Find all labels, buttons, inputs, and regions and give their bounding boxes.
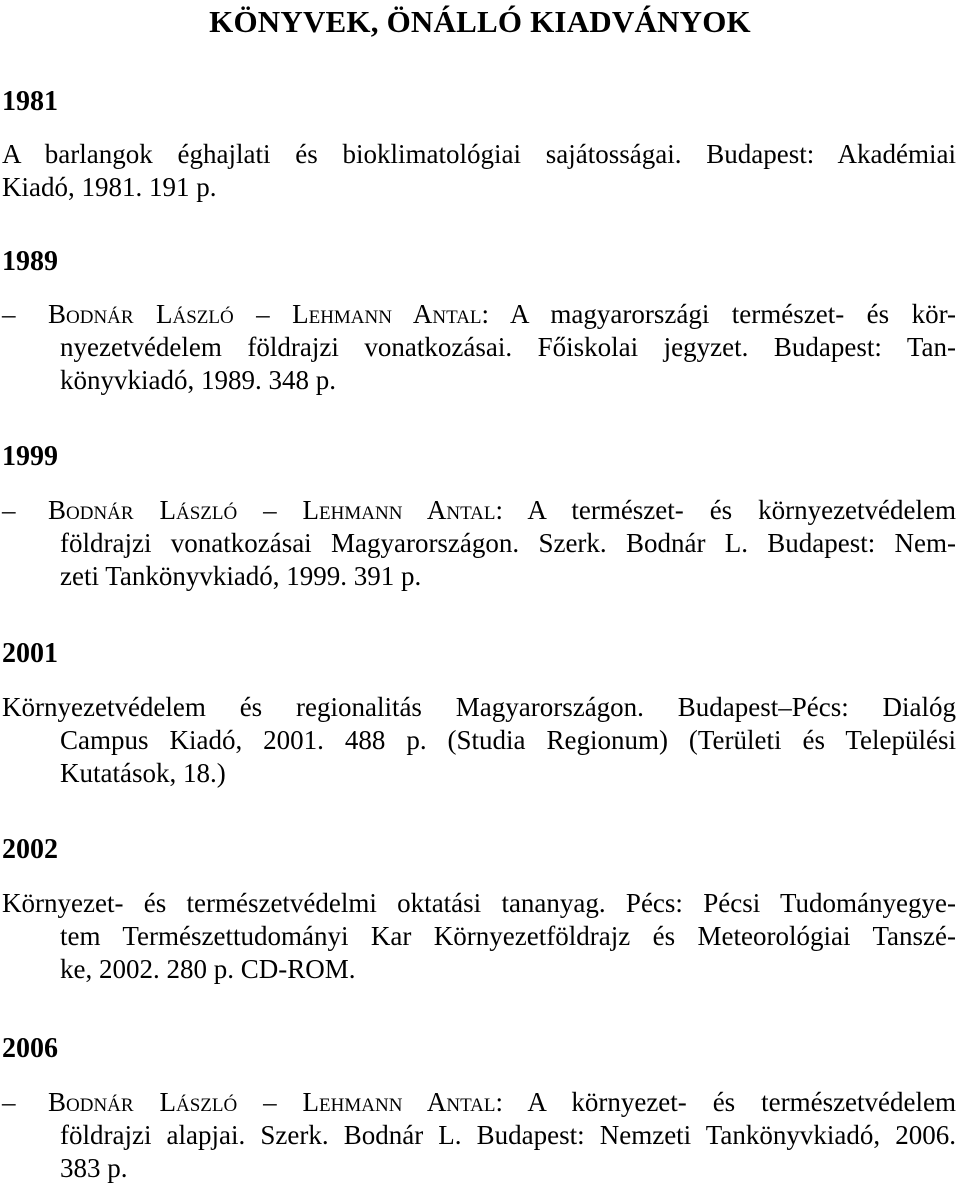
entry-line: Környezetvédelem és regionalitás Magyarországon. Budapest–Pécs: Dialóg [2,692,956,722]
entry-line: zeti Tankönyvkiadó, 1999. 391 p. [60,561,422,591]
year-text: 1989 [2,246,58,277]
entry-line: nyezetvédelem földrajzi vonatkozásai. Főiskolai jegyzet. Budapest: Tan- [60,332,956,362]
author-separator: – [256,299,270,329]
list-dash: – [2,299,16,329]
bibliography-entry-1989 [2,298,956,397]
entry-line: Környezet- és természetvédelmi oktatási tananyag. Pécs: Pécsi Tudományegye- [2,888,956,918]
entry-line: A barlangok éghajlati és bioklimatológiai sajátosságai. Budapest: Akadémiai [2,139,956,169]
section-year-1999 [2,441,58,473]
bibliography-entry-2006 [2,1086,956,1185]
author-name: Lehmann Antal [302,495,496,525]
list-dash: – [2,1087,16,1117]
entry-line: Kutatások, 18.) [60,758,226,788]
entry-line: 383 p. [60,1153,128,1183]
bibliography-entry-1999 [2,494,956,593]
entry-line: földrajzi alapjai. Szerk. Bodnár L. Budapest: Nemzeti Tankönyvkiadó, 2006. [60,1120,956,1150]
author-name: Bodnár László [48,1087,238,1117]
entry-line [2,494,956,527]
entry-line: könyvkiadó, 1989. 348 p. [60,365,336,395]
section-year-2001 [2,638,58,670]
entry-line: Kiadó, 1981. 191 p. [2,172,217,202]
entry-line [2,298,956,331]
author-name: Bodnár László [48,495,238,525]
section-year-2002 [2,834,58,866]
section-year-1981: 1981 [2,86,58,117]
author-separator: – [263,1087,277,1117]
bibliography-entry-2001 [2,691,956,790]
entry-line: ke, 2002. 280 p. CD-ROM. [60,954,356,984]
bibliography-entry-2002 [2,887,956,986]
section-year-2006 [2,1033,58,1065]
entry-text: : A természet- és környezetvédelem [495,495,956,525]
entry-line [2,1086,956,1119]
author-separator: – [263,495,277,525]
year-text: 2006 [2,1033,58,1064]
year-text: 1999 [2,441,58,472]
bibliography-entry-1981 [2,138,956,204]
year-text: 2001 [2,638,58,669]
list-dash: – [2,495,16,525]
entry-line: tem Természettudományi Kar Környezetföldrajz és Meteorológiai Tanszé- [60,921,956,951]
author-name: Lehmann Antal [302,1087,496,1117]
page-title: KÖNYVEK, ÖNÁLLÓ KIADVÁNYOK [209,4,751,39]
entry-line: földrajzi vonatkozásai Magyarországon. Szerk. Bodnár L. Budapest: Nem- [60,528,956,558]
author-name: Lehmann Antal [292,299,482,329]
year-text: 2002 [2,834,58,865]
entry-text: : A magyarországi természet- és kör- [481,299,957,329]
section-year-1989 [2,246,58,278]
entry-text: : A környezet- és természetvédelem [495,1087,956,1117]
author-name: Bodnár László [48,299,234,329]
entry-line: Campus Kiadó, 2001. 488 p. (Studia Regionum) (Területi és Települési [60,725,956,755]
